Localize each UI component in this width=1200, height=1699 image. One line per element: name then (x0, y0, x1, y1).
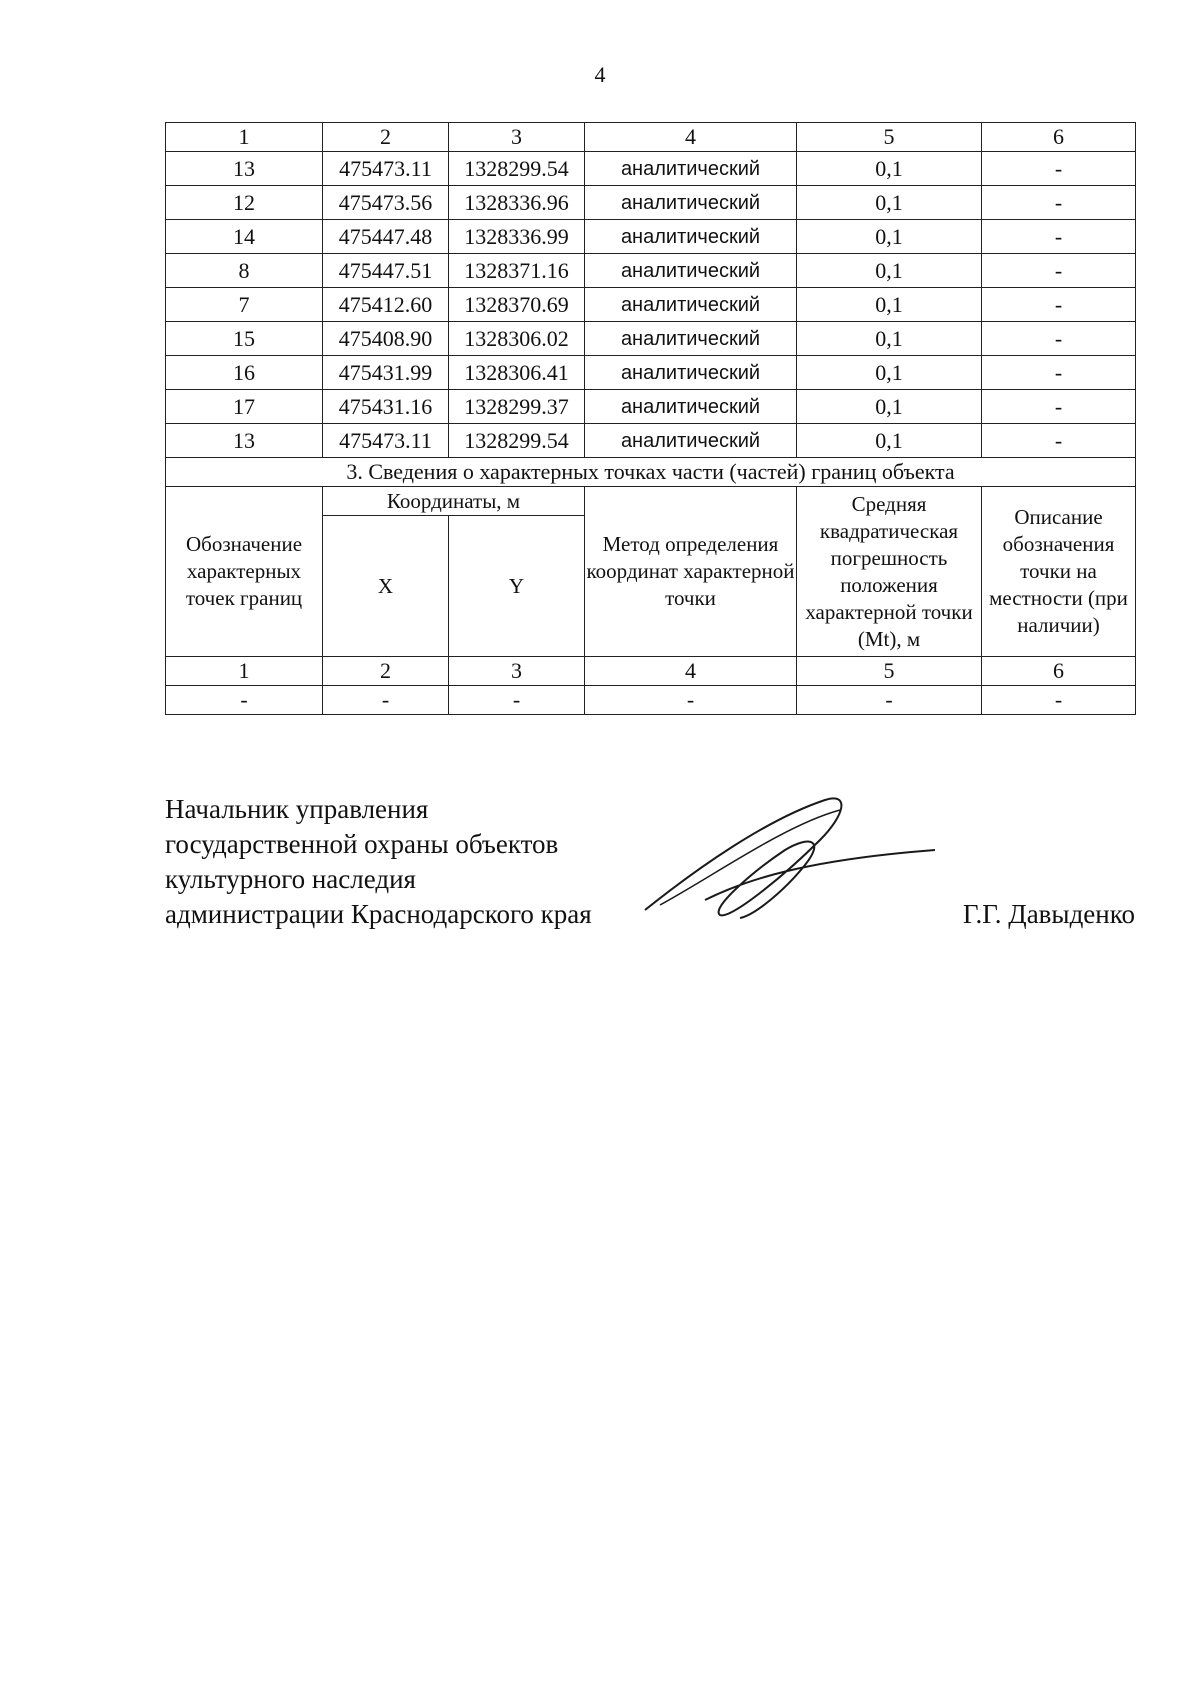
page-number: 4 (594, 62, 606, 87)
column-number: 3 (449, 123, 585, 152)
column-number-row (166, 123, 1136, 152)
description-cell: - (982, 390, 1136, 424)
description-cell: - (982, 220, 1136, 254)
x-cell: 475473.56 (323, 186, 449, 220)
empty-cell: - (585, 686, 797, 715)
error-cell: 0,1 (797, 424, 982, 458)
x-cell: 475412.60 (323, 288, 449, 322)
section3-header-row (166, 487, 1136, 516)
description-cell: - (982, 254, 1136, 288)
y-cell: 1328299.54 (449, 424, 585, 458)
y-cell: 1328299.37 (449, 390, 585, 424)
handwritten-signature (635, 780, 935, 930)
column-number: 5 (797, 123, 982, 152)
column-number: 2 (323, 657, 449, 686)
description-cell: - (982, 356, 1136, 390)
y-cell: 1328371.16 (449, 254, 585, 288)
point-cell: 15 (166, 322, 323, 356)
method-cell: аналитический (585, 254, 797, 288)
y-cell: 1328306.41 (449, 356, 585, 390)
table-row (166, 220, 1136, 254)
column-number: 3 (449, 657, 585, 686)
column-number: 1 (166, 657, 323, 686)
section3-empty-row (166, 686, 1136, 715)
header-x: X (323, 516, 449, 657)
x-cell: 475473.11 (323, 424, 449, 458)
column-number: 4 (585, 123, 797, 152)
x-cell: 475408.90 (323, 322, 449, 356)
section3-title-row (166, 458, 1136, 487)
y-cell: 1328336.99 (449, 220, 585, 254)
coordinates-table-body (166, 123, 1136, 715)
signature-block (165, 792, 1135, 932)
signature-position-line: культурного наследия (165, 864, 416, 894)
description-cell: - (982, 424, 1136, 458)
method-cell: аналитический (585, 356, 797, 390)
y-cell: 1328299.54 (449, 152, 585, 186)
header-method: Метод определения координат характерной точки (585, 487, 797, 657)
empty-cell: - (449, 686, 585, 715)
table-row (166, 424, 1136, 458)
description-cell: - (982, 322, 1136, 356)
x-cell: 475447.51 (323, 254, 449, 288)
method-cell: аналитический (585, 288, 797, 322)
empty-cell: - (982, 686, 1136, 715)
error-cell: 0,1 (797, 220, 982, 254)
y-cell: 1328370.69 (449, 288, 585, 322)
table-row (166, 390, 1136, 424)
x-cell: 475431.16 (323, 390, 449, 424)
point-cell: 16 (166, 356, 323, 390)
y-cell: 1328336.96 (449, 186, 585, 220)
method-cell: аналитический (585, 322, 797, 356)
table-row (166, 288, 1136, 322)
header-designation: Обозначение характерных точек границ (166, 487, 323, 657)
header-error: Средняя квадратическая погрешность положения характерной точки (Mt), м (797, 487, 982, 657)
header-coordinates: Координаты, м (323, 487, 585, 516)
table-row (166, 186, 1136, 220)
empty-cell: - (323, 686, 449, 715)
method-cell: аналитический (585, 186, 797, 220)
error-cell: 0,1 (797, 254, 982, 288)
coordinates-table (165, 122, 1136, 715)
description-cell: - (982, 152, 1136, 186)
section3-title: 3. Сведения о характерных точках части (частей) границ объекта (166, 458, 1136, 487)
method-cell: аналитический (585, 390, 797, 424)
signature-position-line: Начальник управления (165, 794, 429, 824)
header-y: Y (449, 516, 585, 657)
signature-position-line: администрации Краснодарского края (165, 899, 592, 929)
point-cell: 7 (166, 288, 323, 322)
column-number: 4 (585, 657, 797, 686)
x-cell: 475473.11 (323, 152, 449, 186)
y-cell: 1328306.02 (449, 322, 585, 356)
signatory-name: Г.Г. Давыденко (962, 899, 1135, 929)
signature-position-line: государственной охраны объектов (165, 829, 559, 859)
method-cell: аналитический (585, 220, 797, 254)
header-description: Описание обозначения точки на местности (при наличии) (982, 487, 1136, 657)
table-row (166, 322, 1136, 356)
error-cell: 0,1 (797, 186, 982, 220)
method-cell: аналитический (585, 152, 797, 186)
table-row (166, 152, 1136, 186)
column-number: 6 (982, 123, 1136, 152)
x-cell: 475431.99 (323, 356, 449, 390)
description-cell: - (982, 186, 1136, 220)
error-cell: 0,1 (797, 322, 982, 356)
empty-cell: - (166, 686, 323, 715)
point-cell: 12 (166, 186, 323, 220)
column-number: 2 (323, 123, 449, 152)
point-cell: 8 (166, 254, 323, 288)
point-cell: 17 (166, 390, 323, 424)
table-row (166, 254, 1136, 288)
x-cell: 475447.48 (323, 220, 449, 254)
point-cell: 14 (166, 220, 323, 254)
point-cell: 13 (166, 152, 323, 186)
column-number: 5 (797, 657, 982, 686)
error-cell: 0,1 (797, 288, 982, 322)
method-cell: аналитический (585, 424, 797, 458)
table-row (166, 356, 1136, 390)
description-cell: - (982, 288, 1136, 322)
error-cell: 0,1 (797, 390, 982, 424)
error-cell: 0,1 (797, 152, 982, 186)
column-number: 6 (982, 657, 1136, 686)
error-cell: 0,1 (797, 356, 982, 390)
section3-column-number-row (166, 657, 1136, 686)
column-number: 1 (166, 123, 323, 152)
empty-cell: - (797, 686, 982, 715)
point-cell: 13 (166, 424, 323, 458)
